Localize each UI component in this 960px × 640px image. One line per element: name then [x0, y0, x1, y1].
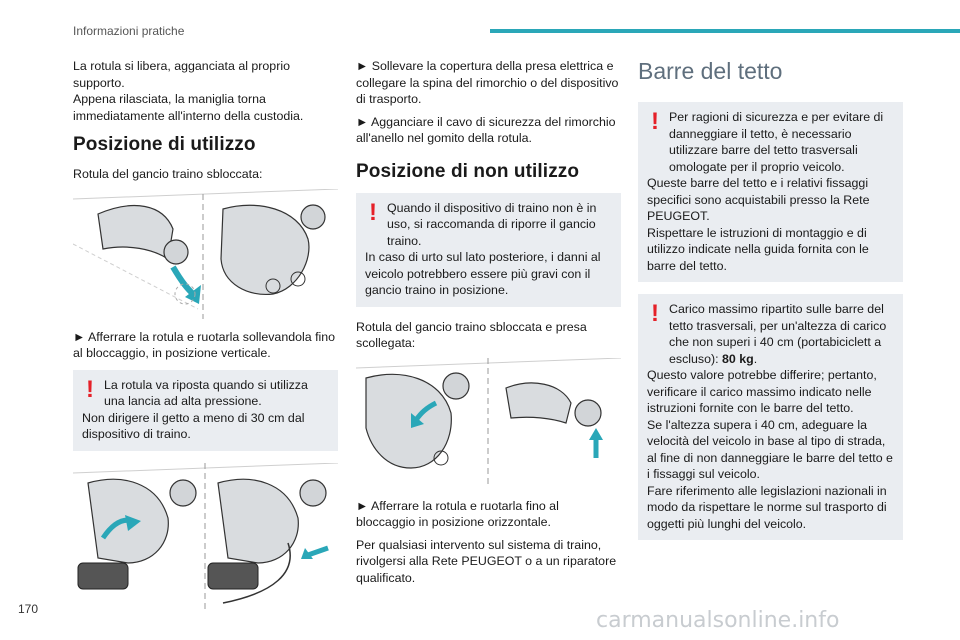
section-heading-non-usage: Posizione di non utilizzo — [356, 160, 580, 182]
step-socket: ► Sollevare la copertura della presa elettrica e collegare la spina del rimorchio o del dispositivo di trasporto. — [356, 59, 619, 106]
section-heading-usage: Posizione di utilizzo — [73, 134, 256, 155]
plug-connection-drawing — [73, 463, 338, 613]
warning-text-2: Questo valore potrebbe differire; pertanto, verificare il carico massimo indicato nelle istruzioni fornite con le barre del tetto. — [647, 368, 877, 415]
towball-lower-drawing — [356, 358, 621, 488]
warning-text-1: Quando il dispositivo di traino non è in uso, si raccomanda di riporre il gancio traino. — [387, 200, 597, 248]
column-1 — [73, 58, 338, 623]
illustration-towball-raise — [73, 189, 338, 319]
step-safety-cable: ► Agganciare il cavo di sicurezza del rimorchio all'anello nel gomito della rotula. — [356, 114, 616, 145]
warning-text-1: La rotula va riposta quando si utilizza una lancia ad alta pressione. — [104, 377, 308, 408]
warning-text-4: Fare riferimento alle legislazioni nazionali in modo da rispettare le norme sul trasporto di oggetti più lunghi del veicolo. — [647, 483, 887, 531]
warning-box-store-hitch — [356, 193, 621, 307]
warning-box-max-load — [638, 294, 903, 540]
warning-box-roof-bars — [638, 102, 903, 282]
illustration-towball-lower — [356, 358, 621, 488]
step-horizontal: ► Afferrare la rotula e ruotarla fino al bloccaggio in posizione orizzontale. — [356, 498, 559, 529]
warning-box-pressure-washer — [73, 370, 338, 451]
usage-step: ► Afferrare la rotula e ruotarla sollevandola fino al bloccaggio, in posizione verticale. — [73, 329, 336, 360]
warning-text-3: Rispettare le istruzioni di montaggio e di utilizzo indicate nella guida fornita con le barre del tetto. — [647, 225, 869, 273]
warning-icon: ! — [651, 108, 659, 135]
towball-raise-drawing — [73, 189, 338, 319]
illustration-plug-connection — [73, 463, 338, 613]
header-title: Informazioni pratiche — [73, 24, 185, 38]
header-accent-bar — [490, 29, 960, 33]
column-2 — [356, 58, 621, 592]
non-usage-subtitle: Rotula del gancio traino sbloccata e presa scollegata: — [356, 319, 587, 350]
warning-text-2: Non dirigere il getto a meno di 30 cm dal dispositivo di traino. — [82, 410, 305, 441]
max-load-text: Carico massimo ripartito sulle barre del tetto trasversali, per un'altezza di carico che non superi i 40 cm (portabiciclett a escluso): — [669, 302, 887, 366]
warning-text-1: Per ragioni di sicurezza e per evitare di danneggiare il tetto, è necessario utilizzare barre del tetto trasversali omologate per il proprio veicolo. — [669, 110, 884, 174]
usage-subtitle: Rotula del gancio traino sbloccata: — [73, 167, 263, 181]
intro-line-2: Appena rilasciata, la maniglia torna immediatamente all'interno della custodia. — [73, 92, 304, 123]
page-number: 170 — [18, 602, 39, 616]
warning-text-2: In caso di urto sul lato posteriore, i danni al veicolo potrebbero essere più gravi con il gancio traino in posizione. — [365, 250, 601, 297]
column-3 — [638, 58, 903, 552]
dealer-note: Per qualsiasi intervento sul sistema di traino, rivolgersi alla Rete PEUGEOT o a un riparatore qualificato. — [356, 537, 617, 585]
intro-line-1: La rotula si libera, agganciata al proprio supporto. — [73, 59, 290, 90]
max-load-end: . — [753, 351, 758, 366]
max-load-value: 80 kg — [722, 351, 754, 366]
intro-paragraph — [73, 58, 338, 124]
warning-icon: ! — [651, 300, 659, 327]
warning-text-3: Se l'altezza supera i 40 cm, adeguare la velocità del veicolo in base al tipo di strada, al fine di non danneggiare le barre del tetto e i fissaggi sul veicolo. — [647, 417, 893, 481]
warning-icon: ! — [86, 375, 94, 403]
warning-text-2: Queste barre del tetto e i relativi fissaggi specifici sono acquistabili presso la Rete PEUGEOT. — [647, 176, 870, 223]
watermark: carmanualsonline.info — [596, 608, 840, 633]
section-heading-roof-bars: Barre del tetto — [638, 58, 783, 84]
warning-icon: ! — [369, 198, 377, 226]
warning-text-1 — [647, 301, 895, 367]
